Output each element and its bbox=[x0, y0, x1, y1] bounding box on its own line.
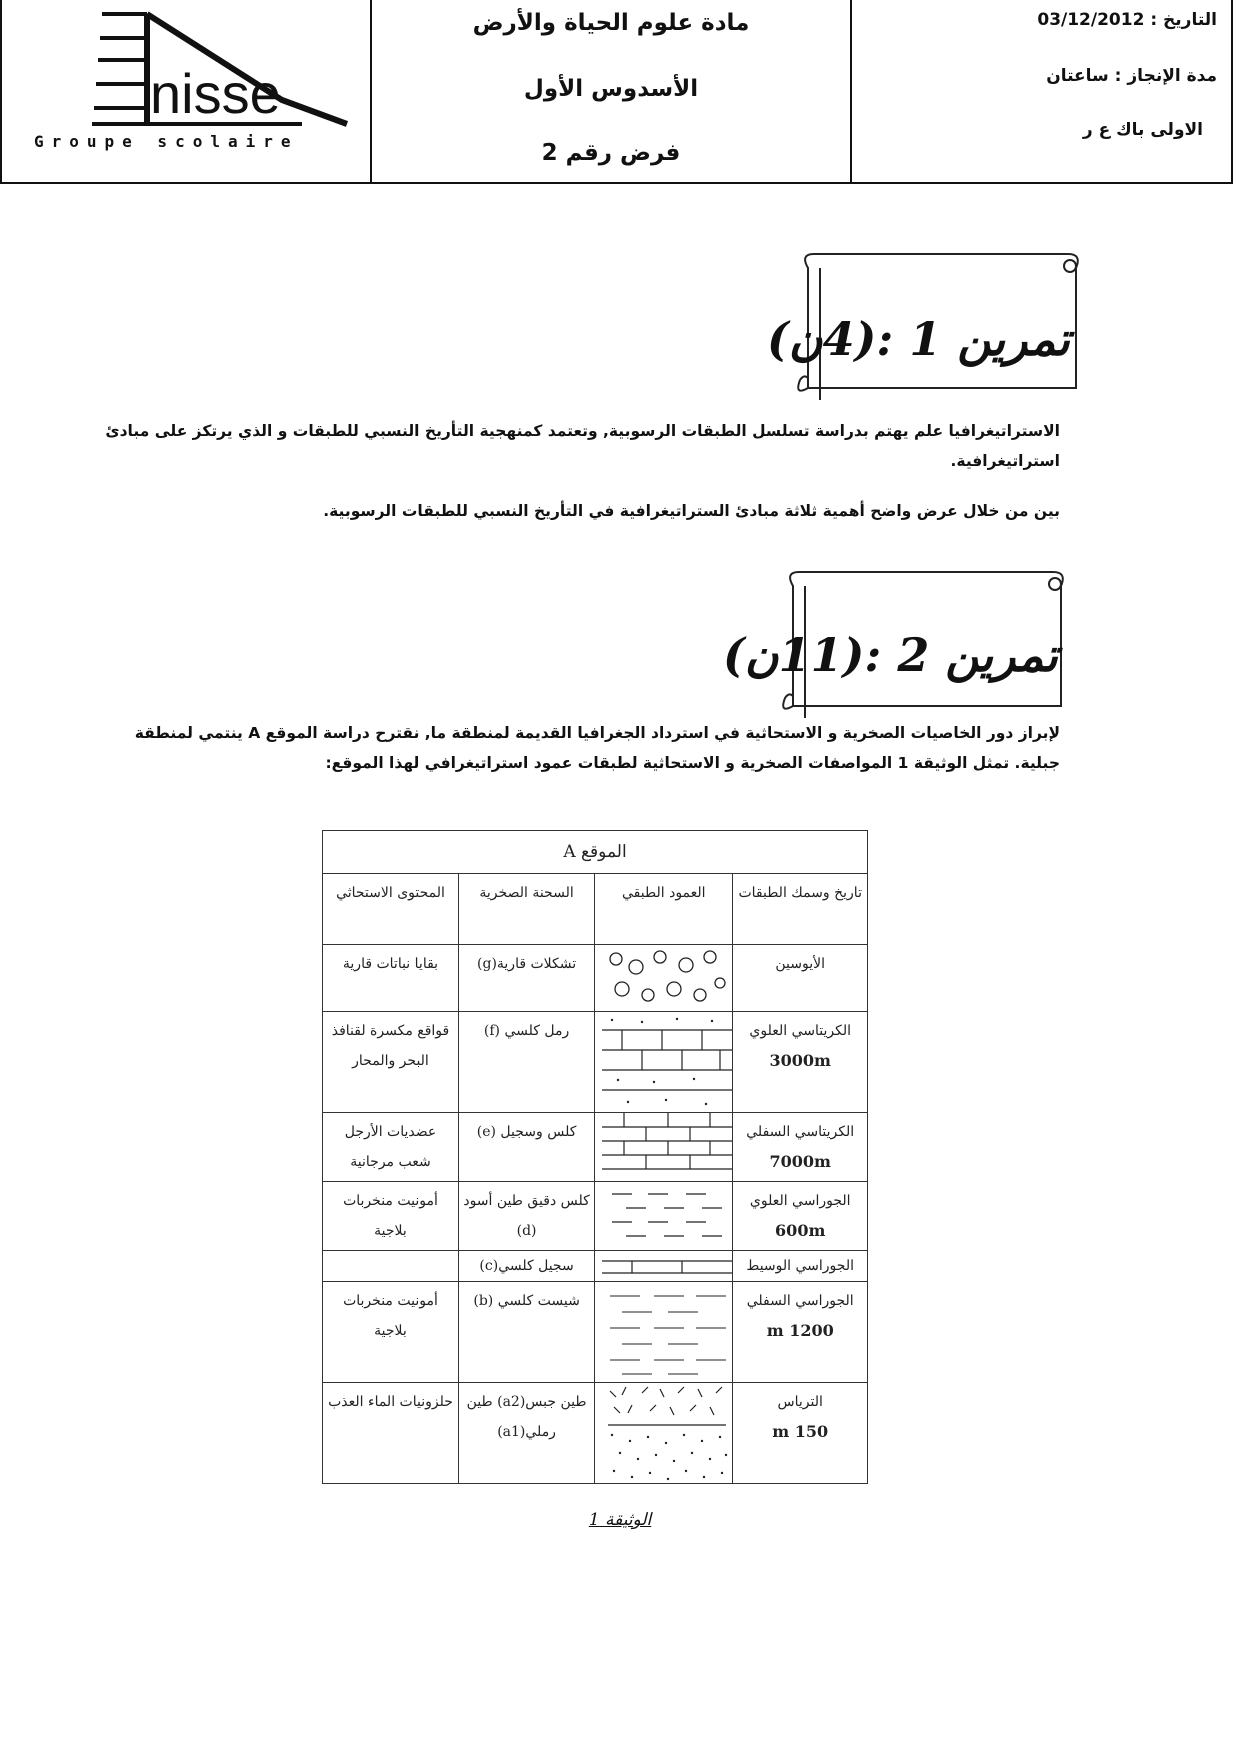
exercise2-paragraph-line2: جبلية. تمثل الوثيقة 1 المواصفات الصخرية و الاستحاثية لطبقات عمود استراتيغرافي لهذا الموقع: bbox=[325, 754, 1060, 772]
layer-age: الجوراسي السفلي bbox=[746, 1293, 854, 1309]
site-title: الموقع A bbox=[323, 831, 868, 874]
clay-gypsum-sand-pattern-icon bbox=[602, 1383, 732, 1483]
semester-label: الأسدوس الأول bbox=[523, 76, 699, 102]
calcareous-shale-pattern-icon bbox=[602, 1282, 732, 1382]
layer-age: الجوراسي العلوي bbox=[749, 1193, 851, 1209]
subject-block bbox=[372, 0, 852, 182]
layer-thickness: 7000m bbox=[769, 1152, 831, 1171]
layer-age: الكريتاسي السفلي bbox=[746, 1124, 855, 1140]
logo-caption: Groupe scolaire bbox=[34, 132, 299, 151]
rock-facies: شيست كلسي (b) bbox=[473, 1293, 580, 1309]
fossil-content: حلزونيات الماء العذب bbox=[328, 1394, 453, 1410]
exercise1-paragraph-line1: الاستراتيغرافيا علم يهتم بدراسة تسلسل الطبقات الرسوبية, وتعتمد كمنهجية التأريخ النسبي للطبقات و الذي يرتكز على مبادئ bbox=[105, 422, 1060, 440]
layer-thickness: 150 m bbox=[772, 1422, 829, 1441]
stratigraphic-table bbox=[322, 830, 868, 1484]
document-caption: الوثيقة 1 bbox=[588, 1510, 652, 1530]
header-age: تاريخ وسمك الطبقات bbox=[733, 874, 868, 945]
exam-duration: مدة الإنجاز : ساعتان bbox=[1046, 66, 1217, 86]
table-row bbox=[323, 1383, 868, 1484]
layer-age: الجوراسي الوسيط bbox=[746, 1258, 854, 1274]
layer-age: الترياس bbox=[777, 1394, 823, 1410]
fossil-content: بقايا نباتات قارية bbox=[342, 956, 439, 972]
sandy-limestone-pattern-icon bbox=[602, 1012, 732, 1112]
fossil-content: أمونيت منخربات بلاجية bbox=[343, 1193, 438, 1239]
exercise1-title: تمرين 1 :(4ن) bbox=[767, 312, 1070, 366]
header-column: العمود الطبقي bbox=[595, 874, 733, 945]
exam-date: التاريخ : 03/12/2012 bbox=[1037, 10, 1217, 30]
table-row bbox=[323, 1113, 868, 1182]
marl-pattern-icon bbox=[602, 1251, 732, 1281]
layer-age: الكريتاسي العلوي bbox=[749, 1023, 851, 1039]
exercise1-question: بين من خلال عرض واضح أهمية ثلاثة مبادئ الستراتيغرافية في التأريخ النسبي للطبقات الرسوبية. bbox=[323, 502, 1060, 520]
table-row bbox=[323, 1182, 868, 1251]
exam-number: فرض رقم 2 bbox=[541, 140, 681, 166]
fossil-content: أمونيت منخربات بلاجية bbox=[343, 1293, 438, 1339]
exercise1-paragraph-line2: استراتيغرافية. bbox=[950, 452, 1060, 470]
header-fossil: المحتوى الاستحاثي bbox=[323, 874, 459, 945]
class-level: الاولى باك ع ر bbox=[1082, 120, 1203, 140]
rock-facies: طين جبس(a2) طين رملي(a1) bbox=[466, 1394, 587, 1440]
fine-limestone-pattern-icon bbox=[602, 1182, 732, 1250]
logo-brand: nisse bbox=[150, 62, 281, 125]
fossil-content: قواقع مكسرة لقنافذ البحر والمحار bbox=[331, 1023, 450, 1069]
layer-age: الأيوسين bbox=[775, 956, 826, 972]
table-row bbox=[323, 1012, 868, 1113]
fossil-content: عضديات الأرجل شعب مرجانية bbox=[344, 1124, 437, 1170]
rock-facies: كلس وسجيل (e) bbox=[476, 1124, 577, 1140]
rock-facies: رمل كلسي (f) bbox=[483, 1023, 570, 1039]
conglomerate-pattern-icon bbox=[602, 945, 732, 1011]
header-rock: السحنة الصخرية bbox=[458, 874, 594, 945]
info-block bbox=[852, 0, 1231, 182]
layer-thickness: 600m bbox=[775, 1221, 826, 1240]
rock-facies: تشكلات قارية(g) bbox=[477, 956, 577, 972]
table-row bbox=[323, 945, 868, 1012]
table-header-row bbox=[323, 874, 868, 945]
exercise2-paragraph-line1: لإبراز دور الخاصيات الصخرية و الاستحاثية في استرداد الجغرافيا القديمة لمنطقة ما, نقترح دراسة الموقع A ينتمي لمنطقة bbox=[134, 724, 1060, 742]
exercise2-title: تمرين 2 :(11ن) bbox=[723, 628, 1058, 682]
limestone-marl-pattern-icon bbox=[602, 1113, 732, 1181]
table-row bbox=[323, 1251, 868, 1282]
table-row bbox=[323, 1282, 868, 1383]
layer-thickness: 1200 m bbox=[766, 1321, 834, 1340]
rock-facies: سجيل كلسي(c) bbox=[479, 1258, 574, 1274]
exam-header bbox=[0, 0, 1233, 184]
layer-thickness: 3000m bbox=[769, 1051, 831, 1070]
school-logo bbox=[2, 0, 372, 182]
subject-title: مادة علوم الحياة والأرض bbox=[472, 10, 750, 36]
rock-facies: كلس دقيق طين أسود (d) bbox=[463, 1193, 590, 1239]
